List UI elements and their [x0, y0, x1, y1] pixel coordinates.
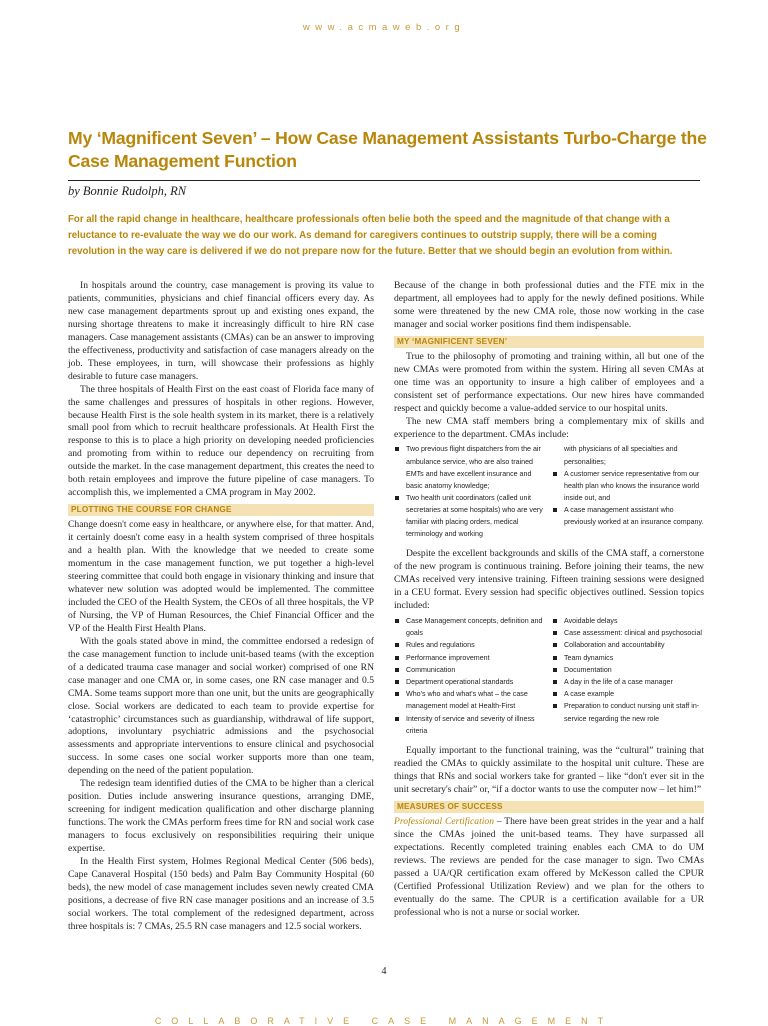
list-item — [394, 664, 546, 676]
article-intro: For all the rapid change in healthcare, healthcare professionals often belie both the speed and the magnitude of that change with a reluctance to re-evaluate the way we do our work. As demand for caregivers continues to outstrip supply, there will be a coming revolution in the way care is delivered if we do not prepare now for the future. Better that we should begin an evolution from within. — [68, 214, 673, 257]
list-item-text: Avoidable delays — [564, 617, 618, 625]
list-item-text: Two health unit coordinators (called unit secretaries at some hospitals) who are very familiar with placing orders, medical terminology and working — [406, 493, 543, 539]
list-item — [394, 615, 546, 639]
paragraph: Equally important to the functional training, was the “cultural” training that readied the CMAs to quickly assimilate to the hospital unit culture. These are things that RNs and social workers take for granted – like “don't ever sit in the unit secretary's chair” or, “if a doctor wants to use the computer now – let him!” — [394, 745, 704, 795]
list-item-text: Documentation — [564, 665, 612, 674]
list-item — [552, 615, 704, 627]
list-item — [552, 664, 704, 676]
list-item — [394, 688, 546, 712]
session-topics-list — [394, 615, 704, 737]
title-divider — [68, 180, 700, 181]
paragraph: In the Health First system, Holmes Regional Medical Center (506 beds), Cape Canaveral Hospital (150 beds) and Palm Bay Community Hospital (60 beds), the new model of case management includes seven newly created CMA positions, a decrease of five RN case manager positions and an increase of 3.5 social workers. The total complement of the redesigned department, across three hospitals is: 7 CMAs, 25.5 RN case managers and 12.5 social workers. — [68, 855, 374, 932]
paragraph: Change doesn't come easy in healthcare, or anywhere else, for that matter. And, it certainly doesn't come easy in a health system comprised of three hospitals and a health plan. With the knowledge that we needed to create some momentum in the case management function, we put together a high-level steering committee that could both engage in visionary thinking and insure that whatever new solution was adopted would be implemented. The committee included the CEO of the Health System, the CEOs of all three hospitals, the VP of Nursing, the VP of Human Resources, the Chief Financial Officer and the VP of the Health First Health Plans. — [68, 519, 374, 634]
bullet-icon — [395, 447, 399, 451]
list-item-text: Rules and regulations — [406, 641, 475, 650]
list-item-text: A case example — [564, 690, 615, 699]
byline: by Bonnie Rudolph, RN — [68, 184, 187, 198]
article-title: My ‘Magnificent Seven’ – How Case Management Assistants Turbo-Charge the Case Management Function — [68, 128, 707, 171]
list-item — [552, 627, 704, 639]
paragraph: The three hospitals of Health First on the east coast of Florida face many of the same challenges and pressures of hospitals in other regions. However, because Health First is the sole health system in its market, there is a relatively small pool from which to recruit healthcare professionals. At Health First the response to this is to place a high priority on developing needed proficiencies and promoting from within to reduce our dependency on recruiting from outside the market. In the case management department, this creates the need to both retain employees and improve the future pipeline of case managers. To accomplish this, we implemented a CMA program in May 2002. — [68, 383, 374, 499]
list-item-text: Case assessment: clinical and psychosocial — [564, 629, 702, 638]
bullet-icon — [553, 692, 557, 696]
list-item — [552, 652, 704, 664]
bullet-icon — [553, 704, 557, 708]
cma-list — [394, 443, 704, 540]
bullet-icon — [553, 680, 557, 684]
section-heading: MEASURES OF SUCCESS — [394, 801, 704, 813]
bullet-icon — [395, 656, 399, 660]
bullet-icon — [553, 656, 557, 660]
paragraph: The new CMA staff members bring a complementary mix of skills and experience to the department. CMAs include: — [394, 415, 704, 440]
list-item-text: Department operational standards — [406, 678, 514, 687]
list-item-text: Case Management concepts, definition and goals — [406, 617, 543, 638]
list-item — [394, 676, 546, 688]
paragraph-lead: Professional Certification — [394, 815, 494, 827]
list-item — [552, 504, 704, 528]
site-url[interactable]: www.acmaweb.org — [302, 22, 466, 33]
section-heading: MY ‘MAGNIFICENT SEVEN’ — [394, 336, 704, 348]
paragraph — [394, 816, 704, 920]
list-item-text: A day in the life of a case manager — [564, 678, 673, 687]
list-item — [552, 468, 704, 504]
bullet-icon — [395, 692, 399, 696]
list-item-text: Who's who and what's what – the case management model at Health-First — [406, 690, 528, 711]
list-item — [394, 443, 546, 491]
paragraph-body: – There have been great strides in the year and a half since the CMAs joined the unit-based teams. They have surpassed all expectations. Recently completed training enables each CMA to do UM reviews. The reviews are pended for the case manager to sign. Two CMAs passed a UA/QR certification exam offered by McKesson called the CPUR (Certified Professional Utilization Review) and we plan for the others to eventually do the same. The CPUR is a certification available for a UR professional who is not a nurse or social worker. — [394, 815, 704, 918]
list-item-text: with physicians of all specialties and personalities; — [564, 445, 678, 466]
bullet-icon — [553, 508, 557, 512]
bullet-icon — [553, 472, 557, 476]
bullet-icon — [553, 643, 557, 647]
list-item — [552, 676, 704, 688]
paragraph: The redesign team identified duties of the CMA to be higher than a clerical position. Duties include answering insurance questions, arranging DME, screening for indigent medication qualification and other discharge planning functions. The work the CMAs perform frees time for RN and social work case managers to focus exclusively on responsibilities requiring their unique expertise. — [68, 778, 374, 855]
list-item — [394, 713, 546, 737]
bullet-icon — [395, 643, 399, 647]
paragraph: True to the philosophy of promoting and training within, all but one of the new CMAs were promoted from within the system. Hiring all seven CMAs at one time was an opportunity to insure a high caliber of employees and a consistent set of performance expectations. Our new hires have commanded respect and quickly become a value-added service to our hospital units. — [394, 350, 704, 414]
bullet-icon — [395, 619, 399, 623]
right-column — [394, 280, 704, 919]
list-item-text: Team dynamics — [564, 653, 614, 662]
section-heading: PLOTTING THE COURSE FOR CHANGE — [68, 504, 374, 516]
list-item — [394, 492, 546, 540]
paragraph: Because of the change in both professional duties and the FTE mix in the department, all employees had to apply for the newly defined positions. While some were threatened by the new CMA role, those now working in the case manager and social worker positions find them indispensable. — [394, 280, 704, 330]
page-number: 4 — [381, 966, 387, 977]
bullet-icon — [395, 717, 399, 721]
list-item-text: Performance improvement — [406, 653, 490, 662]
list-item-text: Communication — [406, 665, 456, 674]
list-item — [552, 688, 704, 700]
bullet-icon — [553, 668, 557, 672]
paragraph: In hospitals around the country, case management is proving its value to patients, communities, physicians and chief financial officers every day. As new case management departments sprout up and existing ones expand, the nursing shortage threatens to make it increasingly difficult to hire RN case managers. Case management assistants (CMAs) can be an answer to improving the effectiveness, productivity and satisfaction of case managers already on the job. These employees, in turn, will showcase their professions as highly desirable to future case managers. — [68, 280, 374, 382]
list-item-text: Two previous flight dispatchers from the air ambulance service, who are also trained EMTs and have excellent insurance and basic anatomy knowledge; — [406, 445, 541, 490]
footer-publication: COLLABORATIVE CASE MANAGEMENT — [154, 1016, 614, 1026]
bullet-icon — [395, 668, 399, 672]
list-item-continuation — [552, 443, 704, 467]
left-column — [68, 280, 374, 934]
list-item — [394, 652, 546, 664]
list-item-text: Collaboration and accountability — [564, 641, 665, 650]
bullet-icon — [553, 619, 557, 623]
list-item-text: Intensity of service and severity of illness criteria — [406, 714, 535, 735]
bullet-icon — [395, 680, 399, 684]
list-item-text: A customer service representative from our health plan who knows the insurance world inside out, and — [564, 469, 700, 502]
list-item — [552, 639, 704, 651]
list-item — [394, 639, 546, 651]
bullet-icon — [395, 496, 399, 500]
list-item-text: Preparation to conduct nursing unit staff in-service regarding the new role — [564, 702, 700, 723]
bullet-icon — [553, 631, 557, 635]
list-item-text: A case management assistant who previously worked at an insurance company. — [564, 505, 704, 527]
list-item — [552, 700, 704, 724]
paragraph: With the goals stated above in mind, the committee endorsed a redesign of the case management function to include unit-based teams (with the exception of a dedicated trauma case manager and social worker) comprised of one RN case manager and one CMA or, in some cases, one RN case manager and 0.5 CMA. Some teams support more than one unit, but the units are geographically close. Social workers are dedicated to each team to provide expertise for ‘catastrophic’ circumstances such as guardianship, withdrawal of life support, adoptions, involuntary psychiatric admissions and the psychosocial assessments and appropriate interventions to ensure clinical and psychosocial success. In some cases one social worker supports more than one team, depending on the need of the patient population. — [68, 635, 374, 777]
paragraph: Despite the excellent backgrounds and skills of the CMA staff, a cornerstone of the new program is continuous training. Before joining their teams, the new CMAs received very intensive training. Fifteen training sessions were designed in a CEU format. Every session had specific objectives outlined. Session topics included: — [394, 548, 704, 612]
